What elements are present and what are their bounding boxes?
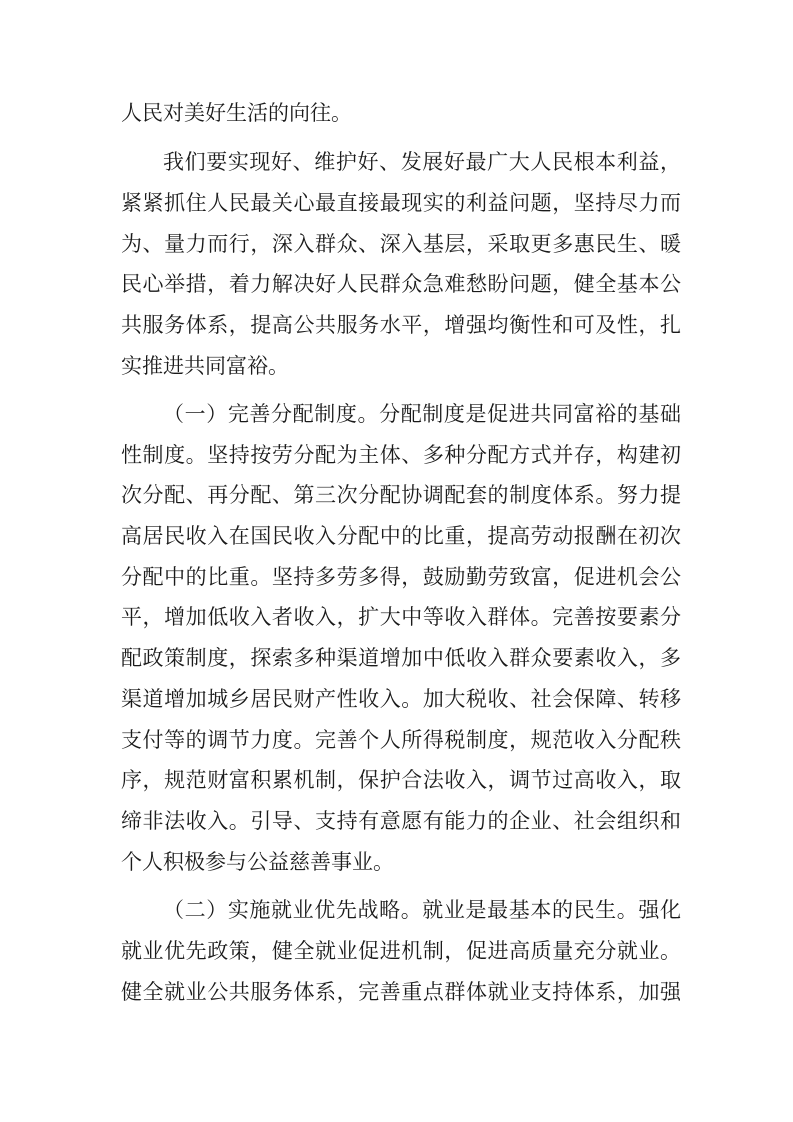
paragraph-line: 渠道增加城乡居民财产性收入。加大税收、社会保障、转移 — [121, 687, 681, 711]
paragraph-line: 配政策制度，探索多种渠道增加中低收入群众要素收入，多 — [121, 646, 681, 670]
paragraph-line: 共服务体系，提高公共服务水平，增强均衡性和可及性，扎 — [121, 313, 681, 337]
paragraph-line: 序，规范财富积累机制，保护合法收入，调节过高收入，取 — [121, 768, 681, 792]
paragraph-line: 人民对美好生活的向往。 — [121, 101, 352, 125]
paragraph-line: 个人积极参与公益慈善事业。 — [121, 850, 394, 874]
paragraph-line: 性制度。坚持按劳分配为主体、多种分配方式并存，构建初 — [121, 443, 681, 467]
paragraph-line: 支付等的调节力度。完善个人所得税制度，规范收入分配秩 — [121, 728, 681, 752]
paragraph-line: 高居民收入在国民收入分配中的比重，提高劳动报酬在初次 — [121, 524, 681, 548]
paragraph-line: 实推进共同富裕。 — [121, 354, 289, 378]
paragraph-line: 就业优先政策，健全就业促进机制，促进高质量充分就业。 — [121, 939, 681, 963]
paragraph-line: （二）实施就业优先战略。就业是最基本的民生。强化 — [163, 898, 681, 922]
paragraph-line: 缔非法收入。引导、支持有意愿有能力的企业、社会组织和 — [121, 809, 681, 833]
paragraph-line: 紧紧抓住人民最关心最直接最现实的利益问题，坚持尽力而 — [121, 191, 681, 215]
paragraph-line: 次分配、再分配、第三次分配协调配套的制度体系。努力提 — [121, 483, 681, 507]
paragraph-line: 平，增加低收入者收入，扩大中等收入群体。完善按要素分 — [121, 605, 681, 629]
paragraph-line: 分配中的比重。坚持多劳多得，鼓励勤劳致富，促进机会公 — [121, 565, 681, 589]
paragraph-line: 健全就业公共服务体系，完善重点群体就业支持体系，加强 — [121, 980, 681, 1004]
paragraph-line: （一）完善分配制度。分配制度是促进共同富裕的基础 — [163, 402, 681, 426]
paragraph-line: 为、量力而行，深入群众、深入基层，采取更多惠民生、暖 — [121, 232, 681, 256]
paragraph-line: 我们要实现好、维护好、发展好最广大人民根本利益， — [163, 150, 681, 174]
paragraph-line: 民心举措，着力解决好人民群众急难愁盼问题，健全基本公 — [121, 272, 681, 296]
